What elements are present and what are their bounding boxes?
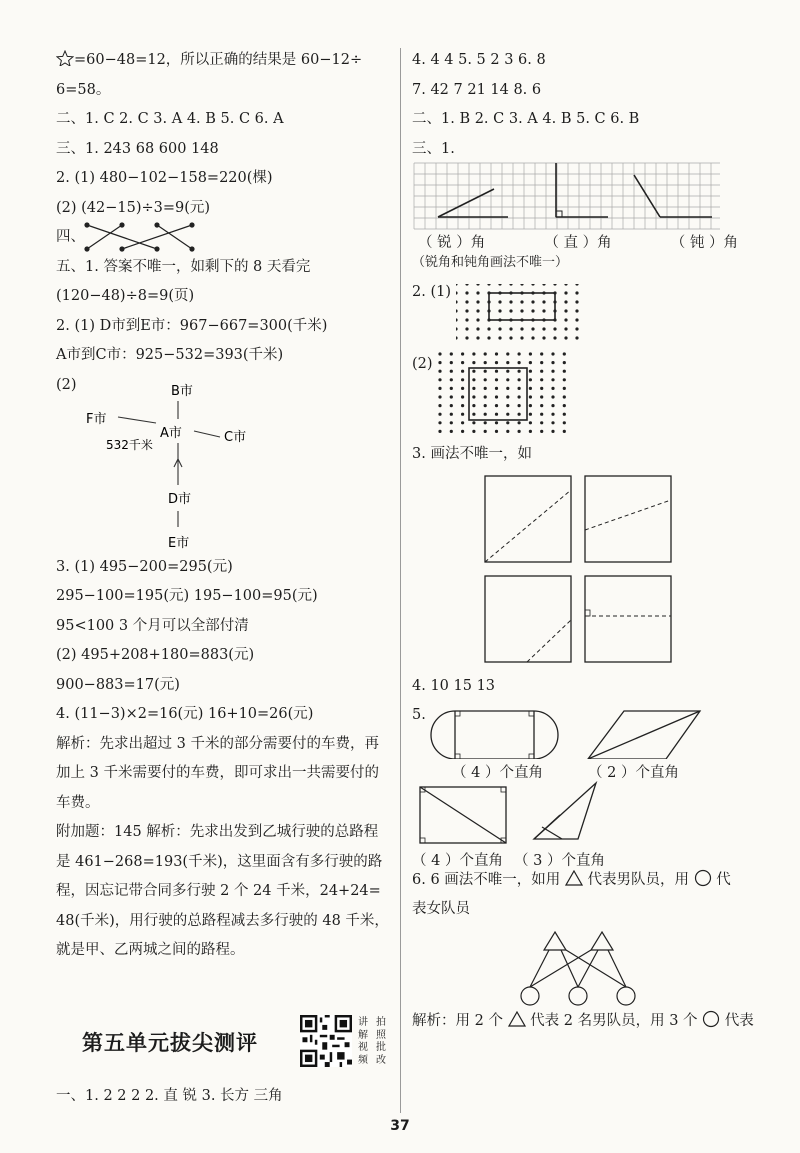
grid-dot: [450, 370, 453, 373]
grid-dot: [529, 370, 532, 373]
grid-dot: [542, 327, 545, 330]
angle-grid-figure: [412, 159, 752, 253]
qr-caption-char: 解: [358, 1029, 368, 1041]
grid-dot: [495, 413, 498, 416]
answer-line: 6=58。: [56, 81, 111, 98]
grid-dot: [461, 421, 464, 424]
answer-line: 3. 画法不唯一，如: [412, 446, 532, 462]
grid-dot: [531, 284, 534, 286]
grid-dot: [540, 430, 543, 433]
grid-dot: [563, 421, 566, 424]
left-column: [56, 50, 392, 970]
grid-dot: [450, 430, 453, 433]
grid-dot: [495, 387, 498, 390]
section-four: [56, 227, 392, 257]
grid-dot: [563, 404, 566, 407]
qr-code[interactable]: [300, 1015, 352, 1067]
grid-dot: [520, 300, 523, 303]
grid-dot: [551, 404, 554, 407]
grid-dot: [456, 291, 458, 294]
grid-dot: [461, 395, 464, 398]
grid-dot: [575, 327, 578, 330]
grid-dot: [484, 395, 487, 398]
grid-dot: [472, 404, 475, 407]
team-graph-figure: [412, 928, 752, 1010]
circle-icon: [694, 869, 712, 887]
grid-dot: [456, 336, 458, 339]
grid-dot: [484, 361, 487, 364]
grid-dot: [484, 387, 487, 390]
grid-dot: [529, 395, 532, 398]
grid-dot: [540, 387, 543, 390]
angle-grid: [412, 161, 722, 231]
grid-dot: [529, 430, 532, 433]
grid-dot: [575, 291, 578, 294]
grid-dot: [564, 291, 567, 294]
right-angle-figures-1: [412, 705, 752, 781]
page-number: 37: [390, 1118, 410, 1134]
answer-line: 4. 4 4 5. 5 2 3 6. 8: [412, 52, 546, 68]
section-two: 二、1. C 2. C 3. A 4. B 5. C 6. A: [56, 111, 284, 127]
qr-caption-char: 批: [376, 1042, 386, 1053]
answer-line: 2. (1) 480−102−158=220(棵): [56, 170, 273, 186]
dot-grid-rectangle: [456, 284, 616, 346]
grid-dot: [438, 395, 441, 398]
sub-label: 5.: [412, 707, 426, 723]
grid-dot: [540, 352, 543, 355]
answer-line: 3. (1) 495−200=295(元): [56, 558, 233, 575]
grid-dot: [551, 378, 554, 381]
analysis-text: 程，因忘记带合同多行驶 2 个 24 千米，24+24=: [56, 883, 381, 899]
grid-dot: [484, 413, 487, 416]
grid-dot: [498, 300, 501, 303]
grid-dot: [476, 300, 479, 303]
answer-line: 900−883=17(元): [56, 676, 180, 693]
answer-text: 代: [716, 872, 731, 888]
grid-dot: [518, 361, 521, 364]
grid-dot: [506, 370, 509, 373]
angle-label: （ 钝 ）角: [670, 234, 738, 251]
grid-dot: [509, 327, 512, 330]
grid-dot: [506, 404, 509, 407]
grid-dot: [472, 361, 475, 364]
grid-dot: [553, 327, 556, 330]
grid-dot: [450, 387, 453, 390]
grid-dot: [518, 352, 521, 355]
grid-dot: [542, 284, 545, 286]
grid-dot: [506, 361, 509, 364]
grid-dot: [438, 404, 441, 407]
grid-dot: [438, 430, 441, 433]
grid-dot: [461, 352, 464, 355]
column-divider: [400, 48, 401, 1113]
answer-line: 2. (1) D市到E市：967−667=300(千米): [56, 317, 328, 334]
square-division-figure: [412, 474, 752, 676]
squares-diagram: [412, 474, 712, 674]
city-a-label: A市: [160, 425, 182, 441]
qr-caption-char: 拍: [376, 1017, 386, 1028]
triangle-icon: [565, 870, 583, 886]
grid-dot: [495, 378, 498, 381]
grid-dot: [472, 378, 475, 381]
grid-dot: [438, 413, 441, 416]
grid-dot: [551, 421, 554, 424]
qr-caption: [354, 1017, 390, 1067]
answer-line: 表女队员: [412, 900, 470, 917]
grid-dot: [575, 284, 578, 286]
sub-label: 2. (1): [412, 284, 451, 300]
grid-dot: [529, 352, 532, 355]
grid-dot: [472, 430, 475, 433]
answer-text: 代表男队员，用: [587, 872, 689, 888]
grid-dot: [540, 421, 543, 424]
grid-dot: [484, 370, 487, 373]
grid-dot: [553, 336, 556, 339]
grid-dot: [529, 378, 532, 381]
rectangle-and-triangle: [412, 781, 742, 845]
grid-dot: [465, 336, 468, 339]
answer-line: [412, 869, 752, 899]
grid-dot: [465, 291, 468, 294]
city-b-label: B市: [171, 383, 193, 399]
count-label: （ 2 ）个直角: [588, 765, 679, 781]
grid-dot: [518, 370, 521, 373]
answer-line: 295−100=195(元) 195−100=95(元): [56, 588, 318, 604]
grid-dot: [495, 430, 498, 433]
answer-text: 代表: [724, 1013, 754, 1029]
grid-dot: [563, 413, 566, 416]
section-three: 三、1. 243 68 600 148: [56, 140, 219, 157]
analysis-text: 解析：先求出超过 3 千米的部分需要付的车费，再: [56, 735, 379, 752]
answer-text: 解析：用 2 个: [412, 1013, 503, 1029]
grid-dot: [564, 327, 567, 330]
answer-line: (2) (42−15)÷3=9(元): [56, 199, 211, 216]
qr-caption-char: 改: [376, 1054, 386, 1066]
grid-dot: [506, 395, 509, 398]
grid-dot: [506, 413, 509, 416]
grid-dot: [563, 430, 566, 433]
sub-label: (2): [56, 376, 77, 393]
note-text: （锐角和钝角画法不唯一）: [412, 254, 569, 270]
answer-line: (2) 495+208+180=883(元): [56, 647, 255, 663]
city-map-diagram: [56, 375, 392, 557]
grid-dot: [487, 336, 490, 339]
grid-dot: [484, 430, 487, 433]
grid-dot: [438, 352, 441, 355]
grid-dot: [542, 309, 545, 312]
grid-dot: [465, 318, 468, 321]
grid-dot: [540, 404, 543, 407]
grid-dot: [540, 395, 543, 398]
section-title: 第五单元拔尖测评: [82, 1031, 258, 1055]
grid-dot: [461, 387, 464, 390]
grid-dot: [484, 404, 487, 407]
analysis-text: 就是甲、乙两城之间的路程。: [56, 942, 245, 958]
grid-dot: [575, 318, 578, 321]
grid-dot: [540, 361, 543, 364]
angle-labels: [418, 231, 738, 252]
triangle-icon: [508, 1011, 526, 1027]
grid-dot: [461, 430, 464, 433]
section-three: 三、1.: [412, 140, 455, 157]
grid-dot: [520, 284, 523, 286]
grid-dot: [487, 284, 490, 286]
grid-dot: [476, 336, 479, 339]
grid-dot: [495, 404, 498, 407]
grid-dot: [551, 395, 554, 398]
grid-dot: [438, 378, 441, 381]
grid-dot: [450, 421, 453, 424]
answer-text: =60−48=12，所以正确的结果是 60−12÷: [74, 52, 363, 68]
answer-line: 4. 10 15 13: [412, 677, 496, 694]
grid-dot: [520, 327, 523, 330]
grid-dot: [476, 318, 479, 321]
section-label: 四、: [56, 229, 85, 245]
answer-text: 6. 6 画法不唯一，如用: [412, 872, 561, 888]
grid-dot: [487, 327, 490, 330]
section-five: 五、1. 答案不唯一，如剩下的 8 天看完: [56, 258, 311, 275]
grid-dot: [450, 352, 453, 355]
analysis-text: 车费。: [56, 794, 100, 811]
grid-dot: [564, 300, 567, 303]
grid-dot: [540, 378, 543, 381]
grid-dot: [438, 421, 441, 424]
stadium-and-parallelogram: [412, 705, 742, 759]
grid-dot: [506, 421, 509, 424]
right-angle-figures-2: [412, 781, 752, 869]
grid-dot: [450, 413, 453, 416]
city-f-label: F市: [86, 411, 107, 427]
dot-grid-figure-2: [412, 352, 752, 444]
grid-dot: [476, 309, 479, 312]
dot-grid-square: [436, 352, 596, 436]
grid-dot: [498, 327, 501, 330]
section-two: 二、1. B 2. C 3. A 4. B 5. C 6. B: [412, 111, 640, 127]
grid-dot: [551, 387, 554, 390]
qr-caption-char: 讲: [358, 1017, 368, 1028]
grid-dot: [450, 378, 453, 381]
grid-dot: [518, 404, 521, 407]
grid-dot: [456, 300, 458, 303]
grid-dot: [476, 291, 479, 294]
analysis-text: 是 461−268=193(千米)，这里面含有多行驶的路: [56, 853, 383, 870]
answer-line: [56, 50, 392, 80]
grid-dot: [564, 284, 567, 286]
grid-dot: [450, 395, 453, 398]
city-c-label: C市: [224, 429, 247, 445]
grid-dot: [551, 370, 554, 373]
grid-dot: [472, 387, 475, 390]
grid-dot: [476, 327, 479, 330]
grid-dot: [484, 421, 487, 424]
grid-dot: [498, 284, 501, 286]
grid-dot: [542, 336, 545, 339]
grid-dot: [551, 352, 554, 355]
grid-dot: [461, 378, 464, 381]
star-icon: [56, 50, 74, 66]
grid-dot: [531, 309, 534, 312]
grid-dot: [456, 309, 458, 312]
grid-dot: [472, 413, 475, 416]
grid-dot: [540, 370, 543, 373]
grid-dot: [495, 361, 498, 364]
city-d-label: D市: [168, 491, 192, 507]
qr-caption-char: 频: [358, 1054, 368, 1066]
grid-dot: [529, 387, 532, 390]
grid-dot: [563, 387, 566, 390]
grid-dot: [506, 387, 509, 390]
grid-dot: [509, 300, 512, 303]
count-label: （ 3 ）个直角: [514, 853, 605, 869]
analysis-text: 48(千米)，用行驶的总路程减去多行驶的 48 千米，: [56, 912, 389, 929]
grid-dot: [551, 361, 554, 364]
answer-line: 95<100 3 个月可以全部付清: [56, 617, 249, 634]
grid-dot: [495, 352, 498, 355]
grid-dot: [518, 430, 521, 433]
grid-dot: [564, 309, 567, 312]
answer-line: (120−48)÷8=9(页): [56, 288, 195, 304]
analysis-text: 加上 3 千米需要付的车费，即可求出一共需要付的: [56, 765, 379, 781]
grid-dot: [563, 378, 566, 381]
grid-dot: [472, 370, 475, 373]
city-e-label: E市: [168, 535, 190, 551]
grid-dot: [531, 327, 534, 330]
grid-dot: [450, 404, 453, 407]
angle-label: （ 锐 ）角: [418, 234, 486, 251]
grid-dot: [456, 327, 458, 330]
grid-dot: [472, 395, 475, 398]
sub-label: (2): [412, 356, 433, 372]
circle-icon: [702, 1010, 720, 1028]
grid-dot: [564, 336, 567, 339]
grid-dot: [476, 284, 479, 286]
grid-dot: [575, 300, 578, 303]
angle-label: （ 直 ）角: [544, 234, 612, 251]
section-one-answers: 一、1. 2 2 2 2. 直 锐 3. 长方 三角: [56, 1088, 283, 1104]
matching-lines-figure: [84, 221, 204, 255]
grid-dot: [465, 300, 468, 303]
grid-dot: [506, 430, 509, 433]
grid-dot: [461, 413, 464, 416]
grid-dot: [438, 387, 441, 390]
count-label: （ 4 ）个直角: [452, 765, 543, 781]
grid-dot: [551, 430, 554, 433]
grid-dot: [509, 336, 512, 339]
grid-dot: [531, 300, 534, 303]
grid-dot: [563, 361, 566, 364]
grid-dot: [529, 421, 532, 424]
grid-dot: [498, 309, 501, 312]
answer-text: 代表 2 名男队员，用 3 个: [530, 1013, 698, 1029]
grid-dot: [540, 413, 543, 416]
grid-dot: [520, 336, 523, 339]
answer-line: 7. 42 7 21 14 8. 6: [412, 81, 542, 98]
grid-dot: [465, 284, 468, 286]
grid-dot: [456, 284, 458, 286]
grid-dot: [498, 336, 501, 339]
qr-caption-char: 照: [376, 1029, 386, 1041]
grid-dot: [518, 378, 521, 381]
grid-dot: [563, 395, 566, 398]
count-label: （ 4 ）个直角: [412, 853, 503, 869]
grid-dot: [461, 361, 464, 364]
qr-caption-char: 视: [358, 1042, 368, 1053]
grid-dot: [509, 284, 512, 286]
analysis-text: [412, 1010, 752, 1040]
team-graph: [412, 928, 742, 1008]
grid-dot: [495, 421, 498, 424]
grid-dot: [450, 361, 453, 364]
grid-dot: [472, 421, 475, 424]
grid-dot: [518, 387, 521, 390]
grid-dot: [542, 300, 545, 303]
grid-dot: [563, 370, 566, 373]
grid-dot: [531, 336, 534, 339]
grid-dot: [456, 318, 458, 321]
grid-dot: [438, 361, 441, 364]
grid-dot: [529, 361, 532, 364]
grid-dot: [518, 395, 521, 398]
grid-dot: [518, 413, 521, 416]
answer-line: 4. (11−3)×2=16(元) 16+10=26(元): [56, 706, 314, 722]
grid-dot: [484, 352, 487, 355]
grid-dot: [509, 309, 512, 312]
grid-dot: [529, 404, 532, 407]
grid-dot: [472, 352, 475, 355]
city-map-figure: [56, 375, 392, 557]
grid-dot: [465, 327, 468, 330]
grid-dot: [484, 378, 487, 381]
right-column: [412, 50, 752, 1040]
grid-dot: [495, 370, 498, 373]
grid-dot: [518, 421, 521, 424]
grid-dot: [461, 404, 464, 407]
grid-dot: [529, 413, 532, 416]
grid-dot: [575, 309, 578, 312]
grid-dot: [465, 309, 468, 312]
grid-dot: [553, 284, 556, 286]
grid-dot: [575, 336, 578, 339]
distance-label: 532千米: [106, 437, 153, 452]
answer-line: A市到C市：925−532=393(千米): [56, 347, 284, 363]
grid-dot: [551, 413, 554, 416]
grid-dot: [520, 309, 523, 312]
bonus-question: 附加题：145 解析：先求出发到乙城行驶的总路程: [56, 824, 379, 840]
grid-dot: [461, 370, 464, 373]
grid-dot: [438, 370, 441, 373]
section-heading: [56, 1015, 392, 1071]
dot-grid-figure-1: [412, 282, 752, 352]
grid-dot: [506, 378, 509, 381]
grid-dot: [506, 352, 509, 355]
grid-dot: [495, 395, 498, 398]
grid-dot: [563, 352, 566, 355]
grid-dot: [564, 318, 567, 321]
